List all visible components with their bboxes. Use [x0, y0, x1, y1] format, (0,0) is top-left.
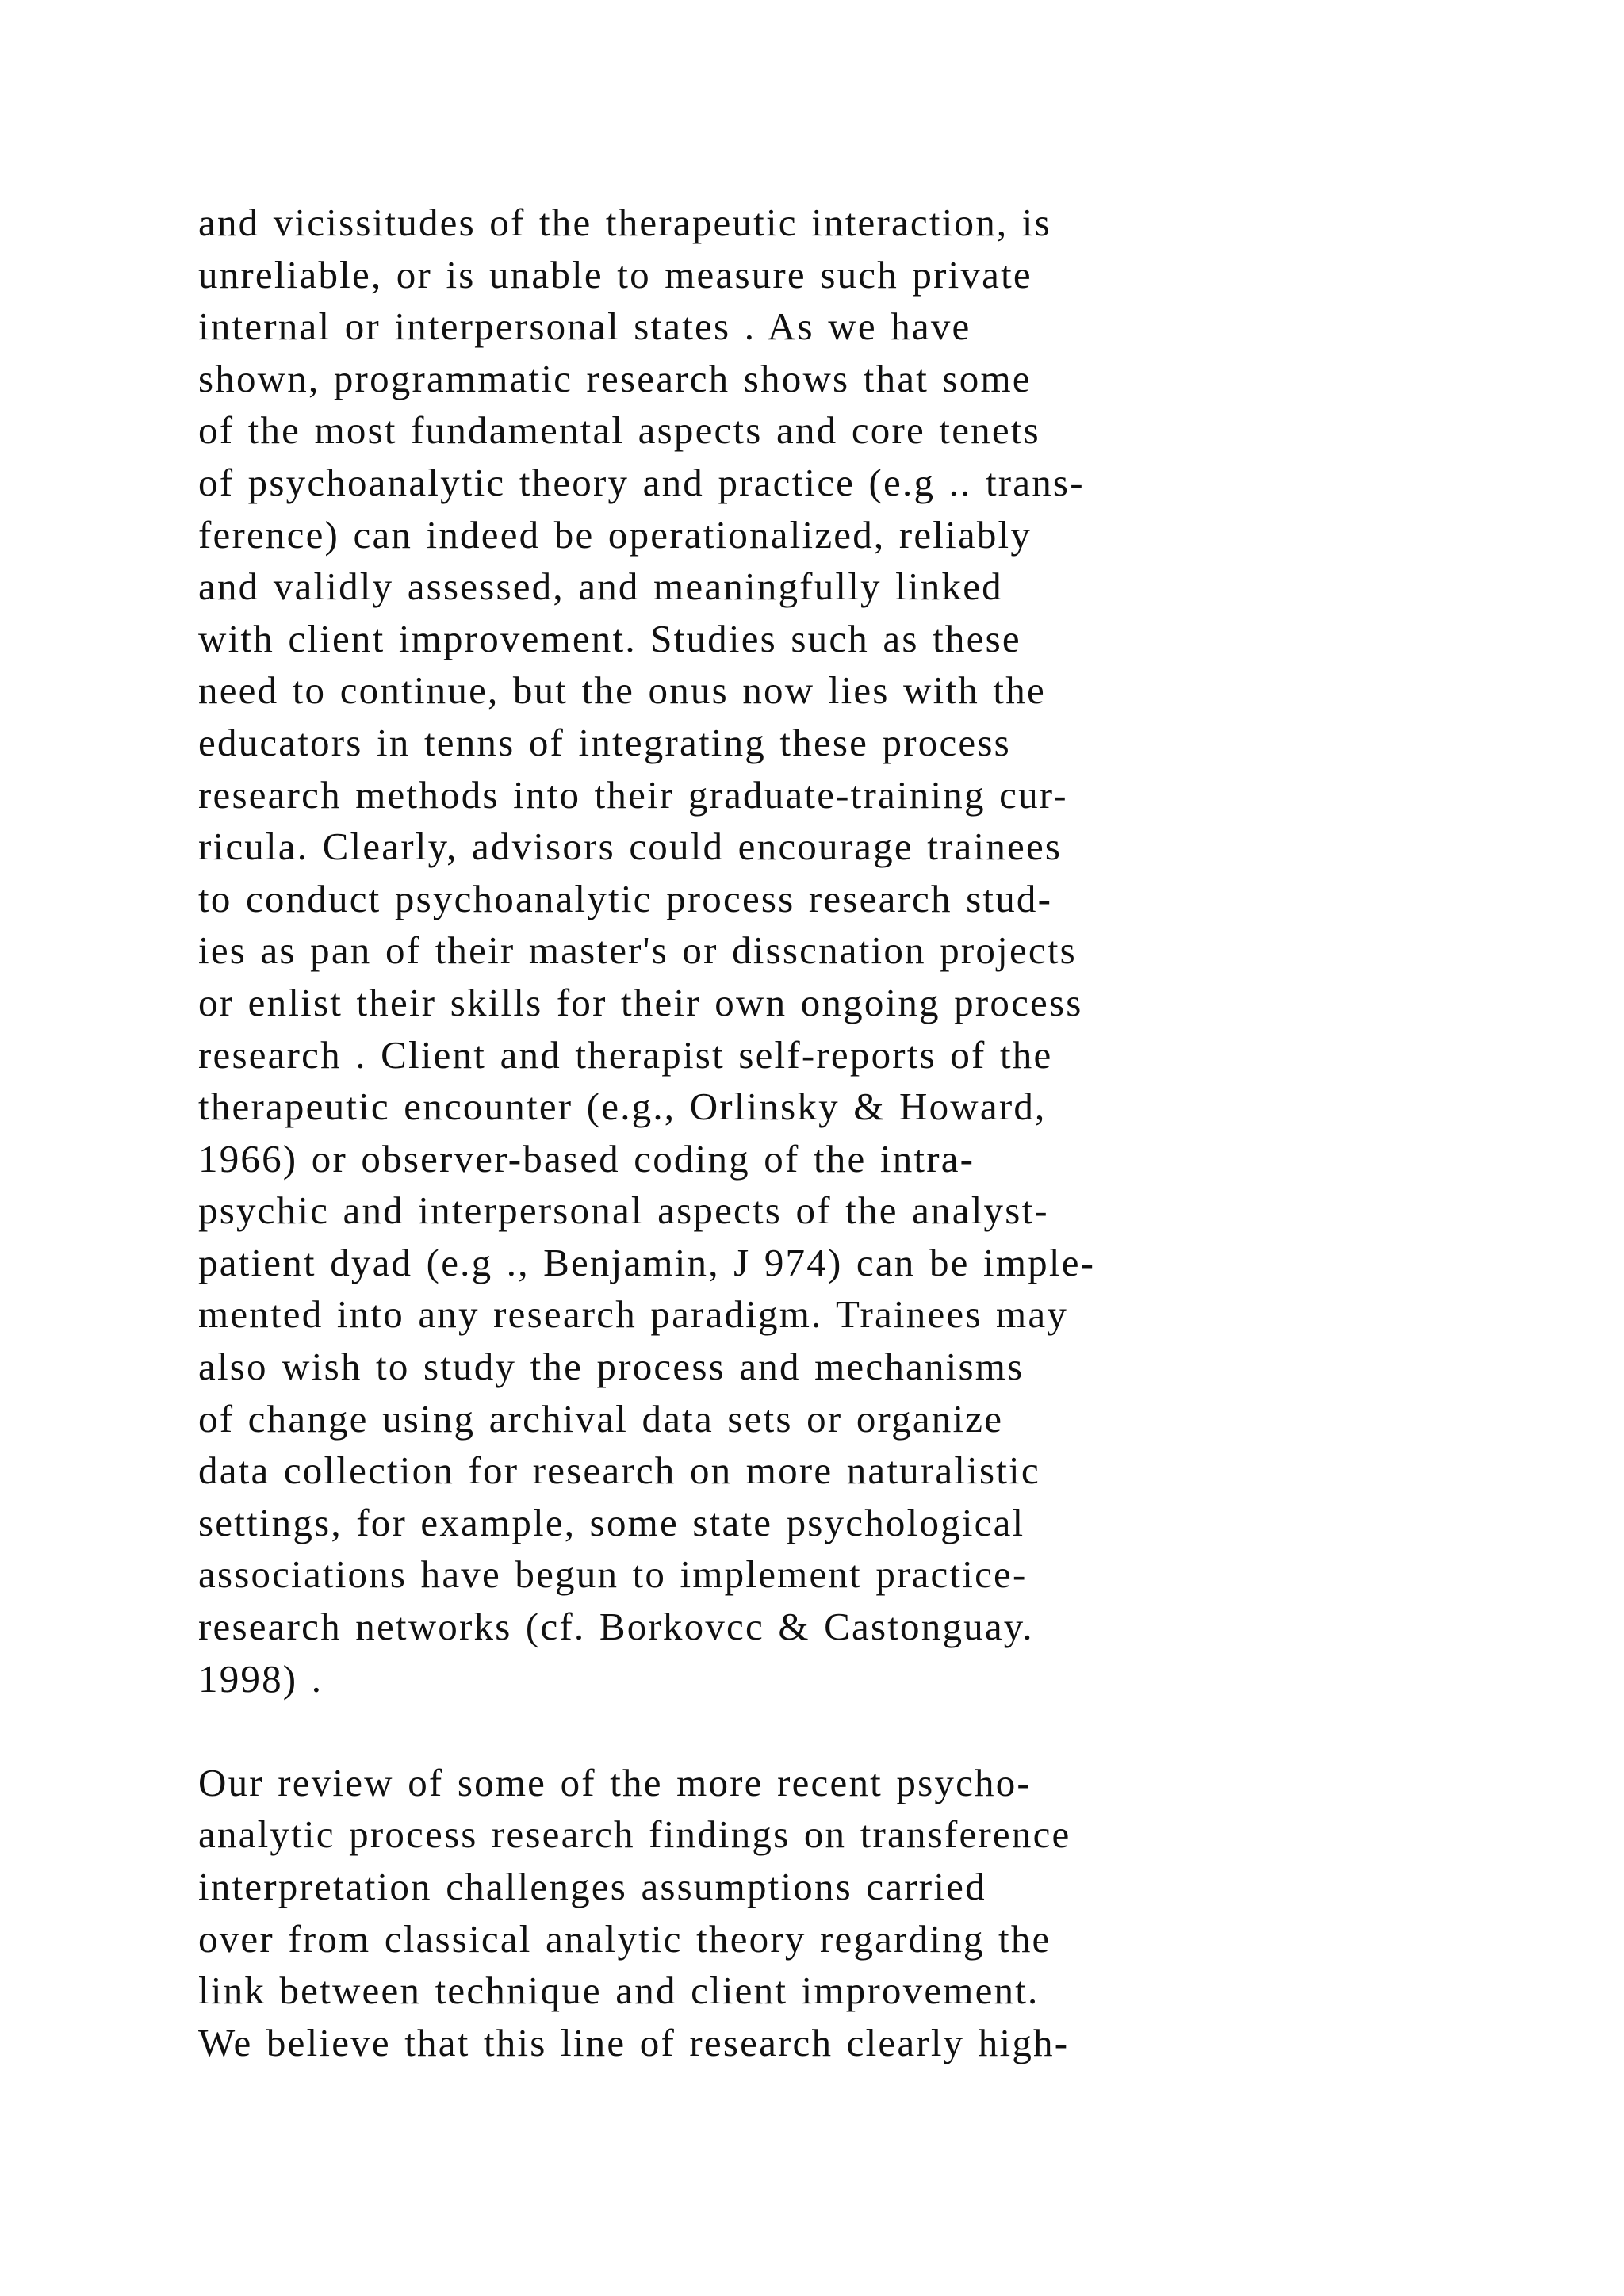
text-line: 1966) or observer-based coding of the intra-: [198, 1136, 975, 1181]
text-line: patient dyad (e.g ., Benjamin, J 974) can be imple-: [198, 1240, 1096, 1284]
text-line: ference) can indeed be operationalized, reliably: [198, 512, 1032, 557]
paragraph-2: [198, 1757, 1435, 2069]
text-line: 1998) .: [198, 1656, 324, 1701]
text-line: of change using archival data sets or organize: [198, 1396, 1004, 1441]
text-line: link between technique and client improvement.: [198, 1969, 1040, 2013]
text-line: ricula. Clearly, advisors could encourage trainees: [198, 825, 1063, 869]
text-line: unreliable, or is unable to measure such private: [198, 252, 1032, 297]
text-line: data collection for research on more naturalistic: [198, 1448, 1040, 1493]
text-line: of the most fundamental aspects and core tenets: [198, 408, 1040, 453]
text-line: mented into any research paradigm. Trainees may: [198, 1292, 1069, 1337]
text-line: ies as pan of their master's or disscnation projects: [198, 928, 1077, 973]
text-line: We believe that this line of research clearly high-: [198, 2020, 1070, 2064]
text-line: analytic process research findings on transference: [198, 1812, 1071, 1857]
text-line: therapeutic encounter (e.g., Orlinsky & Howard,: [198, 1085, 1047, 1129]
text-line: Our review of some of the more recent psycho-: [198, 1760, 1032, 1804]
text-line: and validly assessed, and meaningfully linked: [198, 564, 1003, 609]
text-line: associations have begun to implement practice-: [198, 1552, 1028, 1597]
text-line: research . Client and therapist self-reports of the: [198, 1032, 1053, 1077]
text-line: need to continue, but the onus now lies with the: [198, 668, 1046, 713]
text-line: research networks (cf. Borkovcc & Castonguay.: [198, 1605, 1034, 1649]
text-line: to conduct psychoanalytic process research stud-: [198, 876, 1053, 920]
text-line: of psychoanalytic theory and practice (e.g .. trans-: [198, 460, 1085, 504]
paragraph-1: [198, 197, 1435, 1705]
text-line: also wish to study the process and mechanisms: [198, 1345, 1025, 1389]
text-line: interpretation challenges assumptions carried: [198, 1865, 986, 1908]
text-line: shown, programmatic research shows that some: [198, 356, 1032, 400]
text-line: over from classical analytic theory regarding the: [198, 1916, 1051, 1961]
text-line: educators in tenns of integrating these process: [198, 720, 1011, 764]
text-line: research methods into their graduate-training cur-: [198, 772, 1068, 817]
paragraph-spacer: [198, 1705, 1435, 1757]
text-line: with client improvement. Studies such as these: [198, 616, 1021, 660]
body-text: [198, 197, 1435, 2068]
text-line: and vicissitudes of the therapeutic interaction, is: [198, 201, 1051, 244]
text-line: settings, for example, some state psychological: [198, 1500, 1025, 1544]
text-line: or enlist their skills for their own ongoing process: [198, 980, 1083, 1024]
text-line: internal or interpersonal states . As we have: [198, 304, 971, 349]
text-line: psychic and interpersonal aspects of the analyst-: [198, 1188, 1049, 1233]
